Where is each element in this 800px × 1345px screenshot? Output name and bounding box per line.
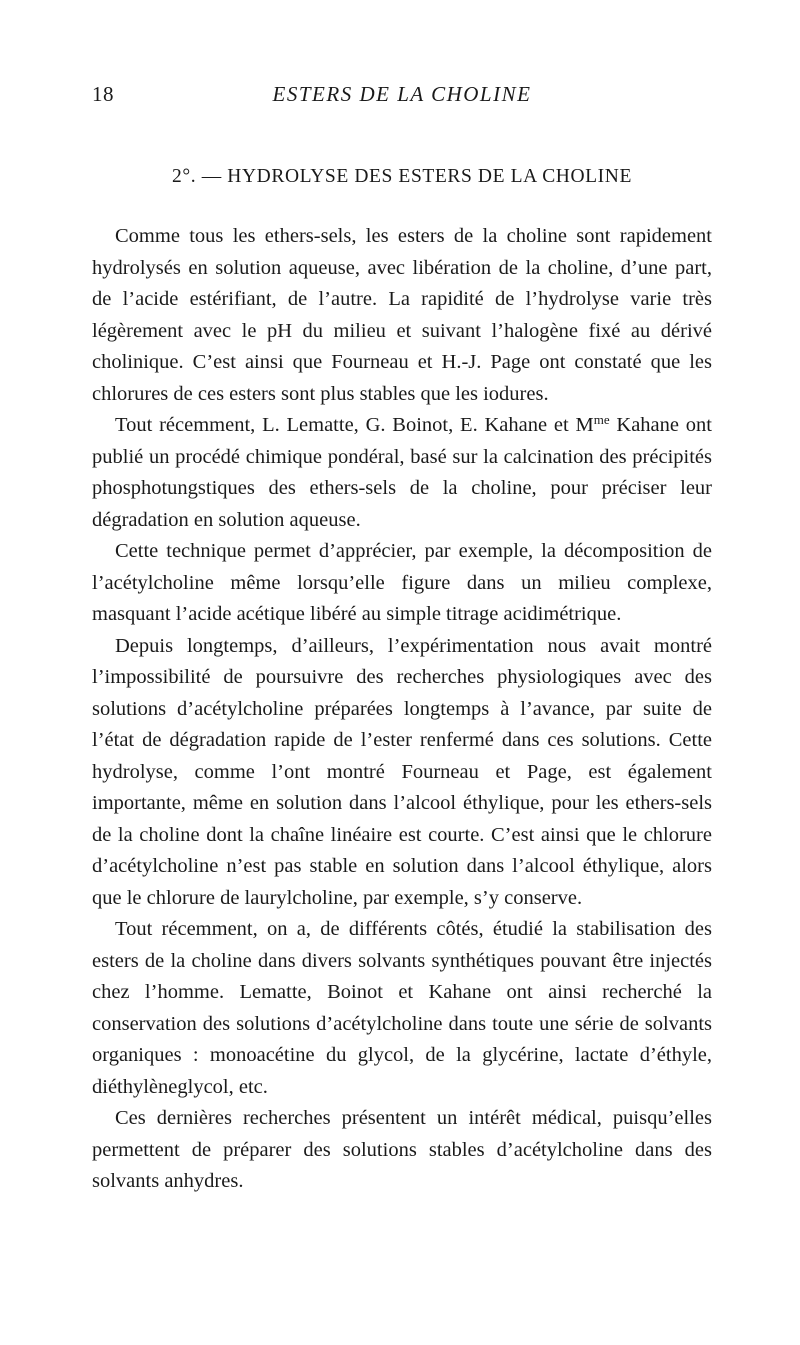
paragraph-6: Ces dernières recherches présentent un intérêt médical, puisqu’elles permettent de préparer des solutions stables d’acétylcholine dans des solvants anhydres. <box>92 1107 712 1192</box>
section-heading: 2°. — HYDROLYSE DES ESTERS DE LA CHOLINE <box>172 166 632 187</box>
paragraph-1: Comme tous les ethers-sels, les esters de la choline sont rapidement hydrolysés en solution aqueuse, avec libération de la choline, d’une part, de l’acide estérifiant, de l’autre. La rapidité de l’hydrolyse varie très légèrement avec le pH du milieu et suivant l’halogène fixé au dérivé cholinique. C’est ainsi que Fourneau et H.-J. Page ont constaté que les chlorures de ces esters sont plus stables que les iodures. <box>92 225 712 405</box>
paragraph-5: Tout récemment, on a, de différents côtés, étudié la stabilisation des esters de la choline dans divers solvants synthétiques pouvant être injectés chez l’homme. Lematte, Boinot et Kahane ont ainsi recherché la conservation des solutions d’acétylcholine dans toute une série de solvants organiques : monoacétine du glycol, de la glycérine, lactate d’éthyle, diéthylèneglycol, etc. <box>92 918 712 1098</box>
paragraph-2 <box>92 410 712 536</box>
running-title: ESTERS DE LA CHOLINE <box>272 82 532 106</box>
paragraph-3: Cette technique permet d’apprécier, par exemple, la décomposition de l’acétylcholine même lorsqu’elle figure dans un milieu complexe, masquant l’acide acétique libéré au simple titrage acidimétrique. <box>92 540 712 625</box>
body-text <box>92 221 712 1198</box>
paragraph-2-superscript: me <box>593 412 610 427</box>
paragraph-4: Depuis longtemps, d’ailleurs, l’expérimentation nous avait montré l’impossibilité de poursuivre des recherches physiologiques avec des solutions d’acétylcholine préparées longtemps à l’avance, par suite de l’état de dégradation rapide de l’ester renfermé dans ces solutions. Cette hydrolyse, comme l’ont montré Fourneau et Page, est également importante, même en solution dans l’alcool éthylique, pour les ethers-sels de la choline dont la chaîne linéaire est courte. C’est ainsi que le chlorure d’acétylcholine n’est pas stable en solution dans l’alcool éthylique, alors que le chlorure de laurylcholine, par exemple, s’y conserve. <box>92 634 712 909</box>
page-number: 18 <box>92 82 114 106</box>
running-header <box>92 82 712 112</box>
paragraph-2-prefix: Tout récemment, L. Lematte, G. Boinot, E. Kahane et M <box>115 414 594 436</box>
paragraph-2-suffix: Kahane ont publié un procédé chimique pondéral, basé sur la calcination des précipités phosphotungstiques des ethers-sels de la choline, pour préciser leur dégradation en solution aqueuse. <box>92 414 712 531</box>
